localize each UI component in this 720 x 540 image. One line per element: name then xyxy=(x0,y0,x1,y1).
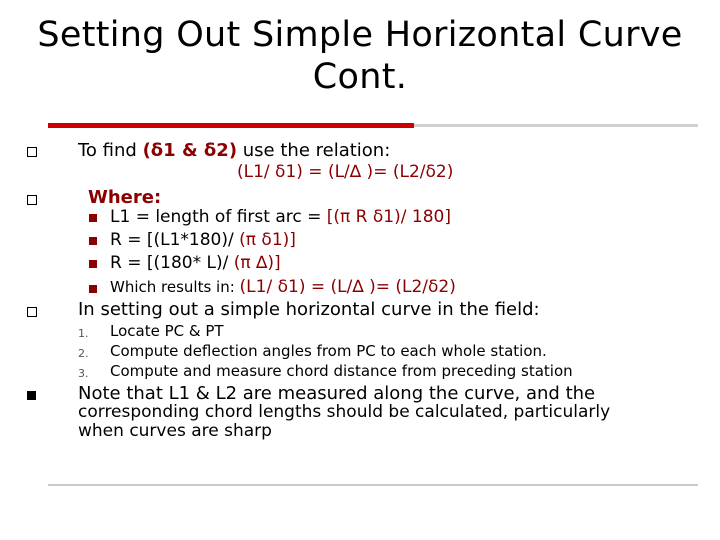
where-item-arc-length xyxy=(110,207,451,227)
where-item-0-text: L1 = length of first arc = xyxy=(110,207,327,227)
hollow-square-bullet-icon xyxy=(27,147,37,157)
step-compute-chord: Compute and measure chord distance from preceding station xyxy=(110,362,573,380)
bullet1-highlight: (δ1 & δ2) xyxy=(142,140,238,161)
step-locate: Locate PC & PT xyxy=(110,322,224,340)
step-number: 2. xyxy=(78,347,89,360)
note-line-1: Note that L1 & L2 are measured along the curve, and the xyxy=(78,383,596,404)
note-line-2: corresponding chord lengths should be calculated, particularly xyxy=(78,402,611,422)
where-item-1-formula: (π δ1)] xyxy=(239,230,296,250)
where-item-0-formula: [(π R δ1)/ 180] xyxy=(326,207,451,227)
slide-title-line1: Setting Out Simple Horizontal Curve xyxy=(37,15,683,55)
relation-formula: (L1/ δ1) = (L/∆ )= (L2/δ2) xyxy=(237,162,454,182)
where-item-results xyxy=(110,277,456,297)
title-divider-accent xyxy=(48,123,414,128)
note-line-3: when curves are sharp xyxy=(78,421,272,441)
slide-title-line2: Cont. xyxy=(312,57,408,97)
slide-title xyxy=(0,14,720,98)
bullet-setting-out: In setting out a simple horizontal curve in the field: xyxy=(78,299,540,320)
filled-square-bullet-icon xyxy=(89,237,97,245)
footer-divider xyxy=(48,484,698,486)
where-heading: Where: xyxy=(88,187,162,208)
where-item-radius-2 xyxy=(110,253,281,273)
where-item-3-text: Which results in: xyxy=(110,278,240,296)
filled-square-bullet-icon xyxy=(89,285,97,293)
step-compute-deflection: Compute deflection angles from PC to each whole station. xyxy=(110,342,547,360)
hollow-square-bullet-icon xyxy=(27,195,37,205)
where-item-1-text: R = [(L1*180)/ xyxy=(110,230,240,250)
step-number: 1. xyxy=(78,327,89,340)
hollow-square-bullet-icon xyxy=(27,307,37,317)
where-item-3-formula: (L1/ δ1) = (L/∆ )= (L2/δ2) xyxy=(239,277,456,297)
bullet-find-deflection xyxy=(78,140,390,161)
filled-square-bullet-icon xyxy=(89,214,97,222)
where-item-2-formula: (π ∆)] xyxy=(233,253,281,273)
bullet1-rest: use the relation: xyxy=(237,140,391,161)
black-square-bullet-icon xyxy=(27,391,36,400)
where-item-radius-1 xyxy=(110,230,296,250)
step-number: 3. xyxy=(78,367,89,380)
bullet1-lead: To find xyxy=(78,140,143,161)
where-item-2-text: R = [(180* L)/ xyxy=(110,253,234,273)
filled-square-bullet-icon xyxy=(89,260,97,268)
